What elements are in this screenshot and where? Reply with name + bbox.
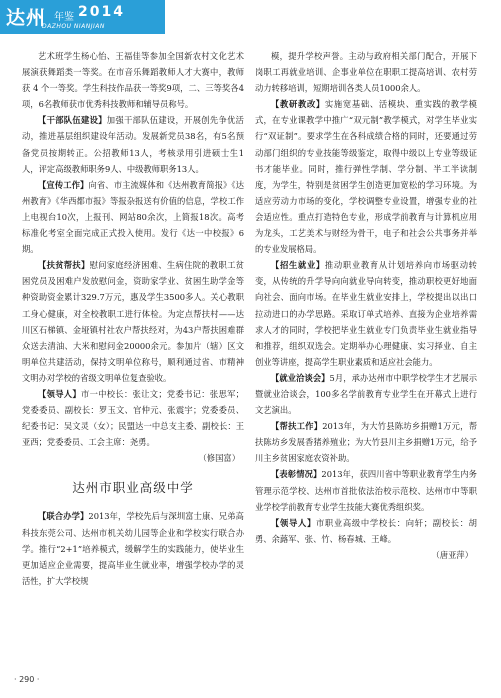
paragraph — [22, 386, 244, 450]
paragraph-text: 市一中校长：张让文；党委书记：张思军；党委委员、副校长：罗玉文、官仲元、张震宇；党委委员、纪委书记：吴文灵（女）；民盟达一中总支主委、副校长：王亚西；党委委员、工会主席：尧勇。 — [22, 388, 244, 448]
paragraph — [255, 515, 477, 547]
page-header — [0, 0, 501, 34]
section-tag: 【扶贫帮扶】 — [38, 260, 90, 271]
paragraph-text: 加强干部队伍建设，开展创先争优活动，推进基层组织建设年活动。发展新党员38名，有5名预备党员按期转正。公招教师13人，考核录用引进硕士生1人，评定高级教师职务9人、中级教师职务13人。 — [22, 115, 244, 174]
paragraph-text: 市职业高级中学校长：向轩；副校长：胡勇、余蕗军、张、竹、杨春城、王峰。 — [255, 517, 477, 544]
paragraph-text: 向省、市主流媒体和《达州教育简报》《达州教育》《华西都市报》等报杂报送有价值的信息，学校工作上电视台10次，上报刊、网站80余次，上简报18次。高考标准化考室全面完成正式投入使用。发行《达一中校报》6期。 — [22, 179, 244, 255]
author-signature: （修国富） — [198, 453, 240, 464]
brand-title: 达州 — [6, 7, 47, 29]
section-tag: 【领导人】 — [271, 517, 316, 528]
section-heading: 达州市职业高级中学 — [72, 480, 194, 496]
brand-year-label: 年鉴 — [54, 12, 74, 23]
paragraph-text: 实施宽基础、活模块、重实践的教学模式，在专业课教学中推广“双元制”教学模式，对学生毕业实行“双证制”。要求学生在各科成绩合格的同时，还要通过劳动部门组织的专业技能等级鉴定，取得中级以上专业等级证书才能毕业。同时，推行弹性学制、学分制、半工半读制度，为学生，特别是贫困学生创造更加宽松的学习环境。为适应劳动力市场的变化，学校调整专业设置，增强专业的社会适应性。重点打造特色专业，形成学前教育与计算机应用为龙头，工艺美术与财经为骨干，电子和社会公共事务并举的专业发展格局。 — [255, 99, 477, 255]
brand-year: 2014 — [78, 4, 125, 20]
paragraph — [255, 257, 477, 370]
paragraph — [255, 418, 477, 466]
paragraph-text: 慰问家庭经济困难、生病住院的教职工贫困党员及困难户发放慰问金，资助家学业、贫困生助学金等种资助资金累计329.7万元，惠及学生3500多人。关心教职工身心健康，对全校教职工进行体检。为定点帮扶村——达川区石梯镇、金垭镇村社农户帮扶经对，为43户帮扶困难群众送去清油、大米和慰问金20000余元。参加片（辖）区文明单位共建活动，保持文明单位称号，顺利通过省、市精神文明办对学校的省级文明单位复查验收。 — [22, 260, 244, 383]
section-tag: 【联合办学】 — [38, 511, 89, 522]
section-tag: 【教研教改】 — [271, 99, 325, 110]
paragraph-text: 5月，承办达州市中职学校学生才艺展示暨就业洽谈会，100多名学前教育专业学生在开幕式上进行文艺演出。 — [255, 372, 477, 416]
left-column — [22, 48, 244, 589]
page-number: · 290 · — [14, 675, 40, 684]
paragraph — [255, 96, 477, 257]
paragraph-text: 推动职业教育从计划培养向市场驱动转变，从传统的升学导向向就业导向转变，推动职校更好地面向社会、面向市场。在毕业生就业安排上，学校提出以出口拉动进口的办学思路。采取订单式培养、直接为企业培养需求人才的同时，学校把毕业生就业专门负责毕业生就业指导和推荐，组织双选会。定期举办心理健康、实习择业、自主创业等讲座，提高学生职业素质和适应社会能力。 — [255, 260, 477, 367]
paragraph — [22, 177, 244, 257]
section-tag: 【表彰情况】 — [271, 469, 322, 480]
section-tag: 【干部队伍建设】 — [38, 115, 107, 126]
paragraph — [22, 508, 244, 588]
paragraph — [255, 466, 477, 514]
section-tag: 【领导人】 — [38, 388, 81, 399]
paragraph: 艺术班学生杨心怡、王福佳等参加全国新农村文化艺术展演获舞蹈类一等奖。在市音乐舞蹈教师人才大赛中，教师获 4 个一等奖。学生科技作品获一等奖9项，二、三等奖各4项，6名教师获市优秀科技教师和辅导员称号。 — [22, 51, 244, 110]
paragraph — [255, 370, 477, 418]
section-tag: 【就业洽谈会】 — [271, 372, 330, 383]
section-tag: 【帮扶工作】 — [271, 421, 323, 432]
brand-subtitle: DAZHOU NIANJIAN — [42, 23, 105, 30]
section-tag: 【招生就业】 — [271, 260, 325, 271]
paragraph — [22, 257, 244, 386]
paragraph-text: 2013年，获四川省中等职业教育学生内务管理示范学校、达州市首批依法治校示范校、达州市中等职业学校学前教育专业学生技能大赛优秀组织奖。 — [255, 469, 477, 512]
paragraph: 模，提升学校声誉。主动与政府相关部门配合，开展下岗职工再就业培训、企事业单位在职职工提高培训、农村劳动力转移培训，短期培训各类人员1000余人。 — [255, 51, 477, 94]
header-brand-bar — [0, 0, 165, 34]
paragraph-text: 2013年，学校先后与深圳富士康、兄弟高科技东莞公司、达州市机关幼儿园等企业和学校实行联合办学。推行“2+1”培养模式，缓解学生的实践能力，使毕业生更加适应企业需要，提高毕业生就业率，增强学校办学的灵活性，扩大学校规 — [22, 511, 244, 586]
paragraph-text: 2013年，为大竹县陈坊乡捐赠1万元，帮扶陈坊乡发展香猪养殖业；为大竹县川主乡捐赠1万元，给予川主乡贫困家庭农资补助。 — [255, 421, 477, 464]
section-tag: 【宣传工作】 — [38, 179, 89, 190]
author-signature: （唐亚萍） — [431, 549, 473, 560]
right-column — [255, 48, 477, 563]
paragraph — [22, 112, 244, 176]
